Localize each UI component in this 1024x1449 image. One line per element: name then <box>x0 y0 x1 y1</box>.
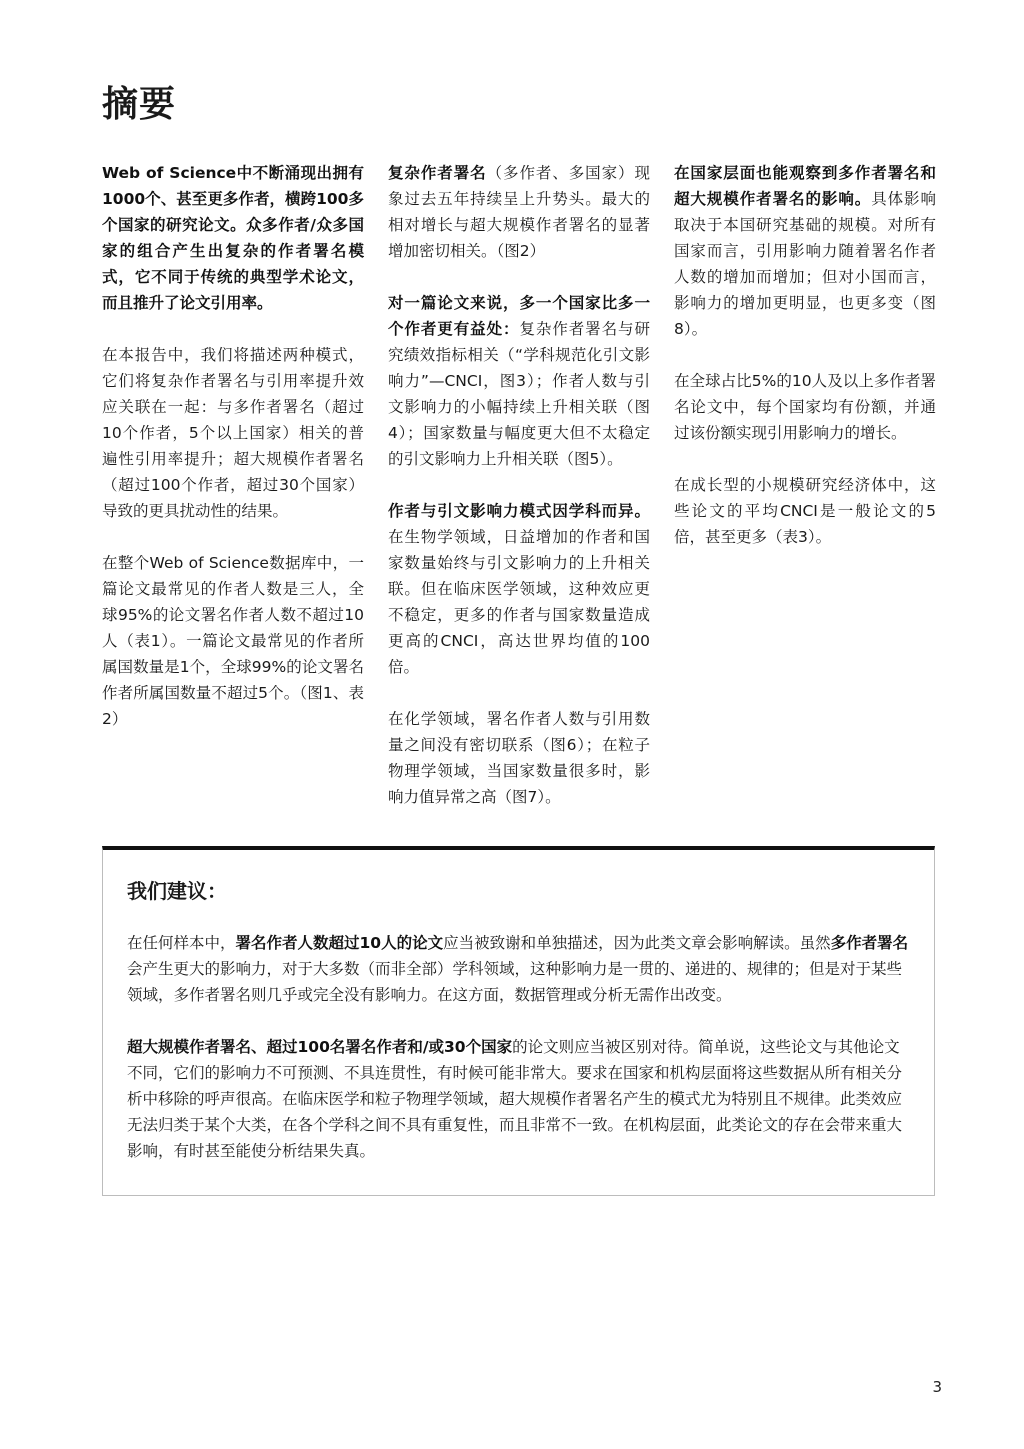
bold-text: 对一篇论文来说，多一个国家比多一个作者更有益处： <box>388 294 650 338</box>
body-text: 应当被致谢和单独描述，因为此类文章会影响解读。虽然 <box>443 934 831 952</box>
paragraph: 在全球占比5%的10人及以上多作者署名论文中，每个国家均有份额，并通过该份额实现引用影响力的增长。 <box>674 372 936 442</box>
bold-text: 超大规模作者署名、超过100名署名作者和/或30个国家 <box>127 1038 513 1056</box>
column-2 <box>388 160 650 836</box>
body-text: 复杂作者署名与研究绩效指标相关（“学科规范化引文影响力”—CNCI，图3）；作者人数与引文影响力的小幅持续上升相关联（图4）；国家数量与幅度更大但不太稳定的引文影响力上升相关联（图5）。 <box>388 320 650 468</box>
column-1 <box>102 160 364 758</box>
body-text: 具体影响取决于本国研究基础的规模。对所有国家而言，引用影响力随着署名作者人数的增加而增加；但对小国而言，影响力的增加更明显，也更多变（图8）。 <box>674 190 936 338</box>
paragraph: 在成长型的小规模研究经济体中，这些论文的平均CNCI是一般论文的5倍，甚至更多（表3）。 <box>674 476 936 546</box>
bold-text: 复杂作者署名 <box>388 164 487 182</box>
recommendation-heading: 我们建议： <box>127 879 227 903</box>
paragraph <box>674 160 936 342</box>
body-text: 会产生更大的影响力，对于大多数（而非全部）学科领域，这种影响力是一贯的、递进的、规律的；但是对于某些领域，多作者署名则几乎或完全没有影响力。在这方面，数据管理或分析无需作出改变。 <box>127 960 903 1004</box>
body-text: 在生物学领域，日益增加的作者和国家数量始终与引文影响力的上升相关联。但在临床医学领域，这种效应更不稳定，更多的作者与国家数量造成更高的CNCI，高达世界均值的100倍。 <box>388 528 650 676</box>
paragraph: 在本报告中，我们将描述两种模式，它们将复杂作者署名与引用率提升效应关联在一起：与多作者署名（超过10个作者，5个以上国家）相关的普遍性引用率提升；超大规模作者署名（超过100个作者，超过30个国家）导致的更具扰动性的结果。 <box>102 346 364 520</box>
paragraph <box>388 290 650 472</box>
recommendation-box <box>102 846 935 1196</box>
bold-text: 作者与引文影响力模式因学科而异。 <box>388 502 650 520</box>
page-number: 3 <box>932 1378 942 1396</box>
bold-text: 在国家层面也能观察到多作者署名和超大规模作者署名的影响。 <box>674 164 936 208</box>
body-text: 在任何样本中， <box>127 934 236 952</box>
page-title: 摘要 <box>102 84 177 125</box>
paragraph <box>388 498 650 680</box>
paragraph <box>102 160 364 316</box>
body-text: （多作者、多国家）现象过去五年持续呈上升势头。最大的相对增长与超大规模作者署名的显著增加密切相关。（图2） <box>388 164 650 260</box>
bold-text: 署名作者人数超过10人的论文 <box>235 934 444 952</box>
paragraph <box>388 160 650 264</box>
bold-text: Web of Science中不断涌现出拥有1000个、甚至更多作者，横跨100多个国家的研究论文。众多作者/众多国家的组合产生出复杂的作者署名模式，它不同于传统的典型学术论文，而且推升了论文引用率。 <box>102 164 364 312</box>
column-3 <box>674 160 936 576</box>
paragraph: 在化学领域，署名作者人数与引用数量之间没有密切联系（图6）；在粒子物理学领域，当国家数量很多时，影响力值异常之高（图7）。 <box>388 710 650 806</box>
paragraph: 在整个Web of Science数据库中，一篇论文最常见的作者人数是三人，全球95%的论文署名作者人数不超过10人（表1）。一篇论文最常见的作者所属国数量是1个，全球99%的论文署名作者所属国数量不超过5个。（图1、表2） <box>102 554 364 728</box>
paragraph <box>127 930 910 1008</box>
paragraph <box>127 1034 910 1164</box>
body-text: 的论文则应当被区别对待。简单说，这些论文与其他论文不同，它们的影响力不可预测、不具连贯性，有时候可能非常大。要求在国家和机构层面将这些数据从所有相关分析中移除的呼声很高。在临床医学和粒子物理学领域，超大规模作者署名产生的模式尤为特别且不规律。此类效应无法归类于某个大类，在各个学科之间不具有重复性，而且非常不一致。在机构层面，此类论文的存在会带来重大影响，有时甚至能使分析结果失真。 <box>127 1038 903 1160</box>
bold-text: 多作者署名 <box>830 934 909 952</box>
